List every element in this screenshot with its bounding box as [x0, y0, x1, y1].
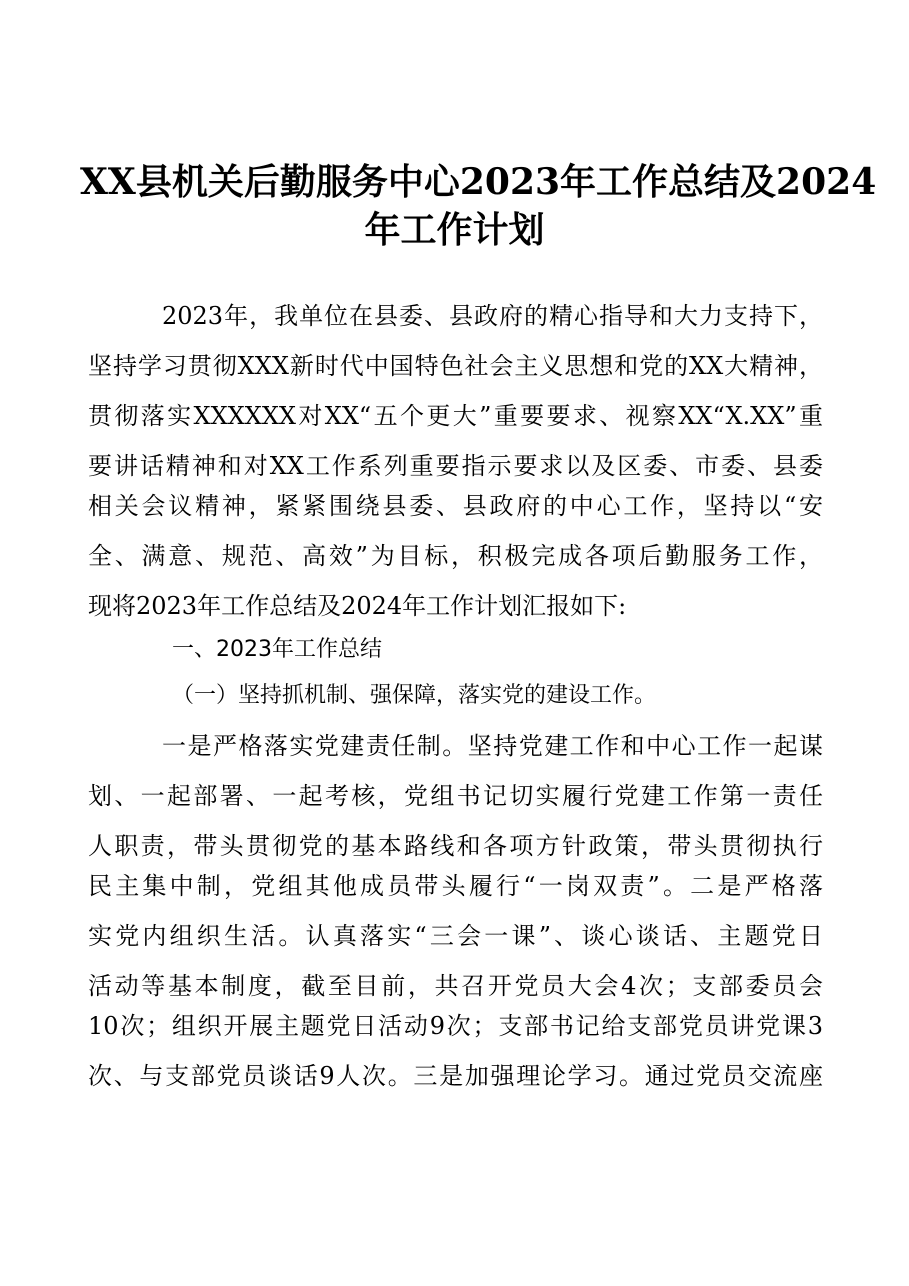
intro-paragraph-line: 相关会议精神，紧紧围绕县委、县政府的中心工作，坚持以“安 — [88, 492, 823, 520]
body-paragraph-line: 实党内组织生活。认真落实“三会一课”、谈心谈话、主题党日 — [88, 922, 823, 950]
document-title-line-1: XX县机关后勤服务中心2023年工作总结及2024 — [80, 161, 877, 203]
intro-paragraph-line: 坚持学习贯彻XXX新时代中国特色社会主义思想和党的XX大精神， — [88, 352, 823, 380]
section-heading: 一、2023年工作总结 — [172, 637, 382, 662]
intro-paragraph-line: 要讲话精神和对XX工作系列重要指示要求以及区委、市委、县委 — [88, 452, 823, 480]
body-paragraph-line: 一是严格落实党建责任制。坚持党建工作和中心工作一起谋 — [162, 732, 823, 760]
body-paragraph-line: 次、与支部党员谈话9人次。三是加强理论学习。通过党员交流座 — [88, 1062, 823, 1090]
body-paragraph-line: 人职责，带头贯彻党的基本路线和各项方针政策，带头贯彻执行 — [88, 832, 823, 860]
body-paragraph-line: 划、一起部署、一起考核，党组书记切实履行党建工作第一责任 — [88, 782, 823, 810]
intro-paragraph-line: 现将2023年工作总结及2024年工作计划汇报如下: — [88, 592, 627, 620]
intro-paragraph-line: 全、满意、规范、高效”为目标，积极完成各项后勤服务工作， — [88, 542, 823, 570]
intro-paragraph-line: 2023年，我单位在县委、县政府的精心指导和大力支持下， — [162, 302, 823, 330]
intro-paragraph-line: 贯彻落实XXXXXX对XX“五个更大”重要要求、视察XX“X.XX”重 — [88, 402, 823, 430]
body-paragraph-line: 民主集中制，党组其他成员带头履行“一岗双责”。二是严格落 — [88, 872, 823, 900]
body-paragraph-line: 活动等基本制度，截至目前，共召开党员大会4次；支部委员会 — [88, 972, 823, 1000]
subsection-heading: （一）坚持抓机制、强保障，落实党的建设工作。 — [172, 683, 657, 708]
document-title-line-2: 年工作计划 — [364, 209, 545, 251]
body-paragraph-line: 10次；组织开展主题党日活动9次；支部书记给支部党员讲党课3 — [88, 1012, 823, 1040]
